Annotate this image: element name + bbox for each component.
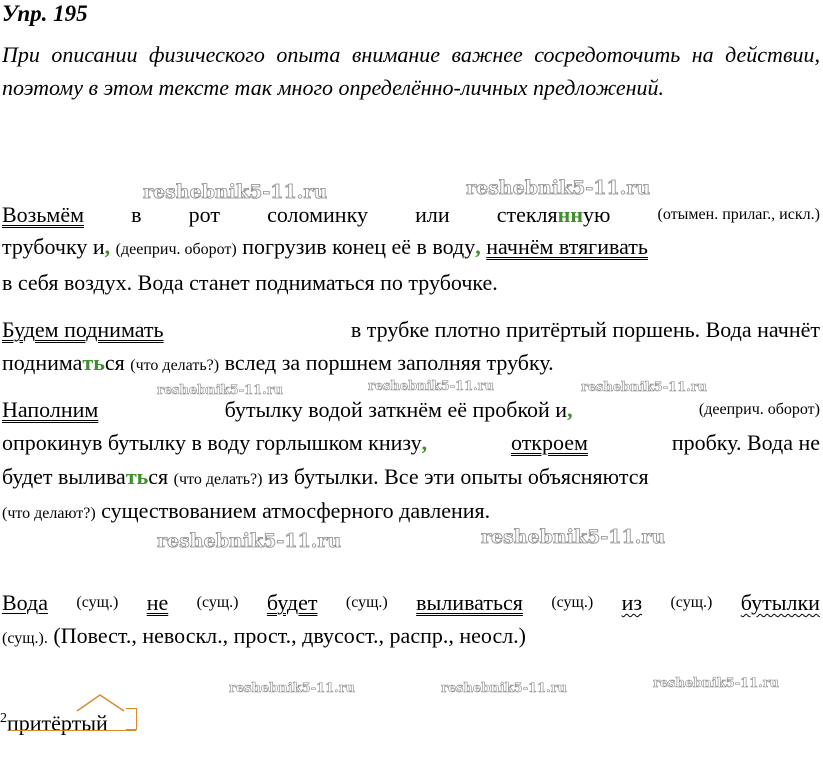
watermark: reshebnik5-11.ru (157, 530, 342, 552)
p1-line-3: в себя воздух. Вода станет подниматься по трубочке. (2, 270, 498, 295)
predicate-otkroem: откроем (510, 430, 588, 455)
p2-line-1: Будем поднимать в трубке плотно притёртый поршень. Вода начнёт (2, 317, 820, 342)
exercise-title: Упр. 195 (2, 1, 88, 26)
exercise-intro: При описании физического опыта внимание важнее сосредоточить на действии, поэтому в этом тексте так много определённо-личных предложений. (2, 42, 820, 100)
watermark: reshebnik5-11.ru (581, 380, 708, 395)
watermark: reshebnik5-11.ru (157, 383, 284, 398)
p1-line-1: Возьмём в рот соломинку или стеклянную (отымен. прилаг., искл.) (2, 202, 820, 227)
note-chto-delat: (что делать?) (130, 357, 220, 374)
watermark: reshebnik5-11.ru (229, 681, 356, 696)
p3-line-4: (что делают?) существованием атмосферного давления. (2, 498, 491, 523)
stem-underline-icon (10, 730, 136, 731)
predicate-nachnem: начнём втягивать (486, 234, 648, 259)
sentence-characteristics: (Повест., невоскл., прост., двусост., распр., неосл.) (53, 623, 527, 648)
watermark: reshebnik5-11.ru (441, 681, 568, 696)
predicate-vozmem: Возьмём (2, 202, 85, 227)
note-otymen: (отымен. прилаг., искл.) (657, 206, 820, 223)
watermark: reshebnik5-11.ru (653, 676, 780, 691)
watermark: reshebnik5-11.ru (143, 181, 328, 203)
watermark: reshebnik5-11.ru (466, 177, 651, 199)
word-steklyannuyu: стеклянную (496, 202, 611, 227)
watermark: reshebnik5-11.ru (481, 526, 666, 548)
subject-voda: Вода (2, 590, 48, 615)
footnote-word: $^2$притёртый (0, 710, 108, 736)
predicate-napolnim: Наполним (2, 397, 99, 422)
analysis-line-1: Вода (сущ.) не (сущ.) будет (сущ.) выливаться (сущ.) из (сущ.) бутылки (2, 590, 820, 615)
ending-box-icon (126, 708, 137, 730)
note-chto-delat: (что делать?) (173, 471, 263, 488)
root-arc-icon (74, 691, 130, 713)
note-deeprich: (дееприч. оборот) (698, 401, 820, 418)
p3-line-3: будет выливаться (что делать?) из бутылки. Все эти опыты объясняются (2, 464, 649, 489)
p2-line-2: подниматься (что делать?) вслед за поршнем заполняя трубку. (2, 350, 554, 375)
analysis-line-2: (сущ.). (Повест., невоскл., прост., двусост., распр., неосл.) (2, 623, 527, 648)
p3-line-2: опрокинув бутылку в воду горлышком книзу, откроем пробку. Вода не (2, 430, 820, 455)
p1-line-2: трубочку и, (дееприч. оборот) погрузив конец её в воду, начнём втягивать (2, 234, 648, 259)
watermark: reshebnik5-11.ru (368, 379, 495, 394)
note-chto-delayut: (что делают?) (2, 505, 96, 522)
predicate-budem: Будем поднимать (2, 317, 164, 342)
p3-line-1: Наполним бутылку водой заткнём её пробкой и, (дееприч. оборот) (2, 397, 820, 422)
note-deeprich: (дееприч. оборот) (115, 241, 237, 258)
